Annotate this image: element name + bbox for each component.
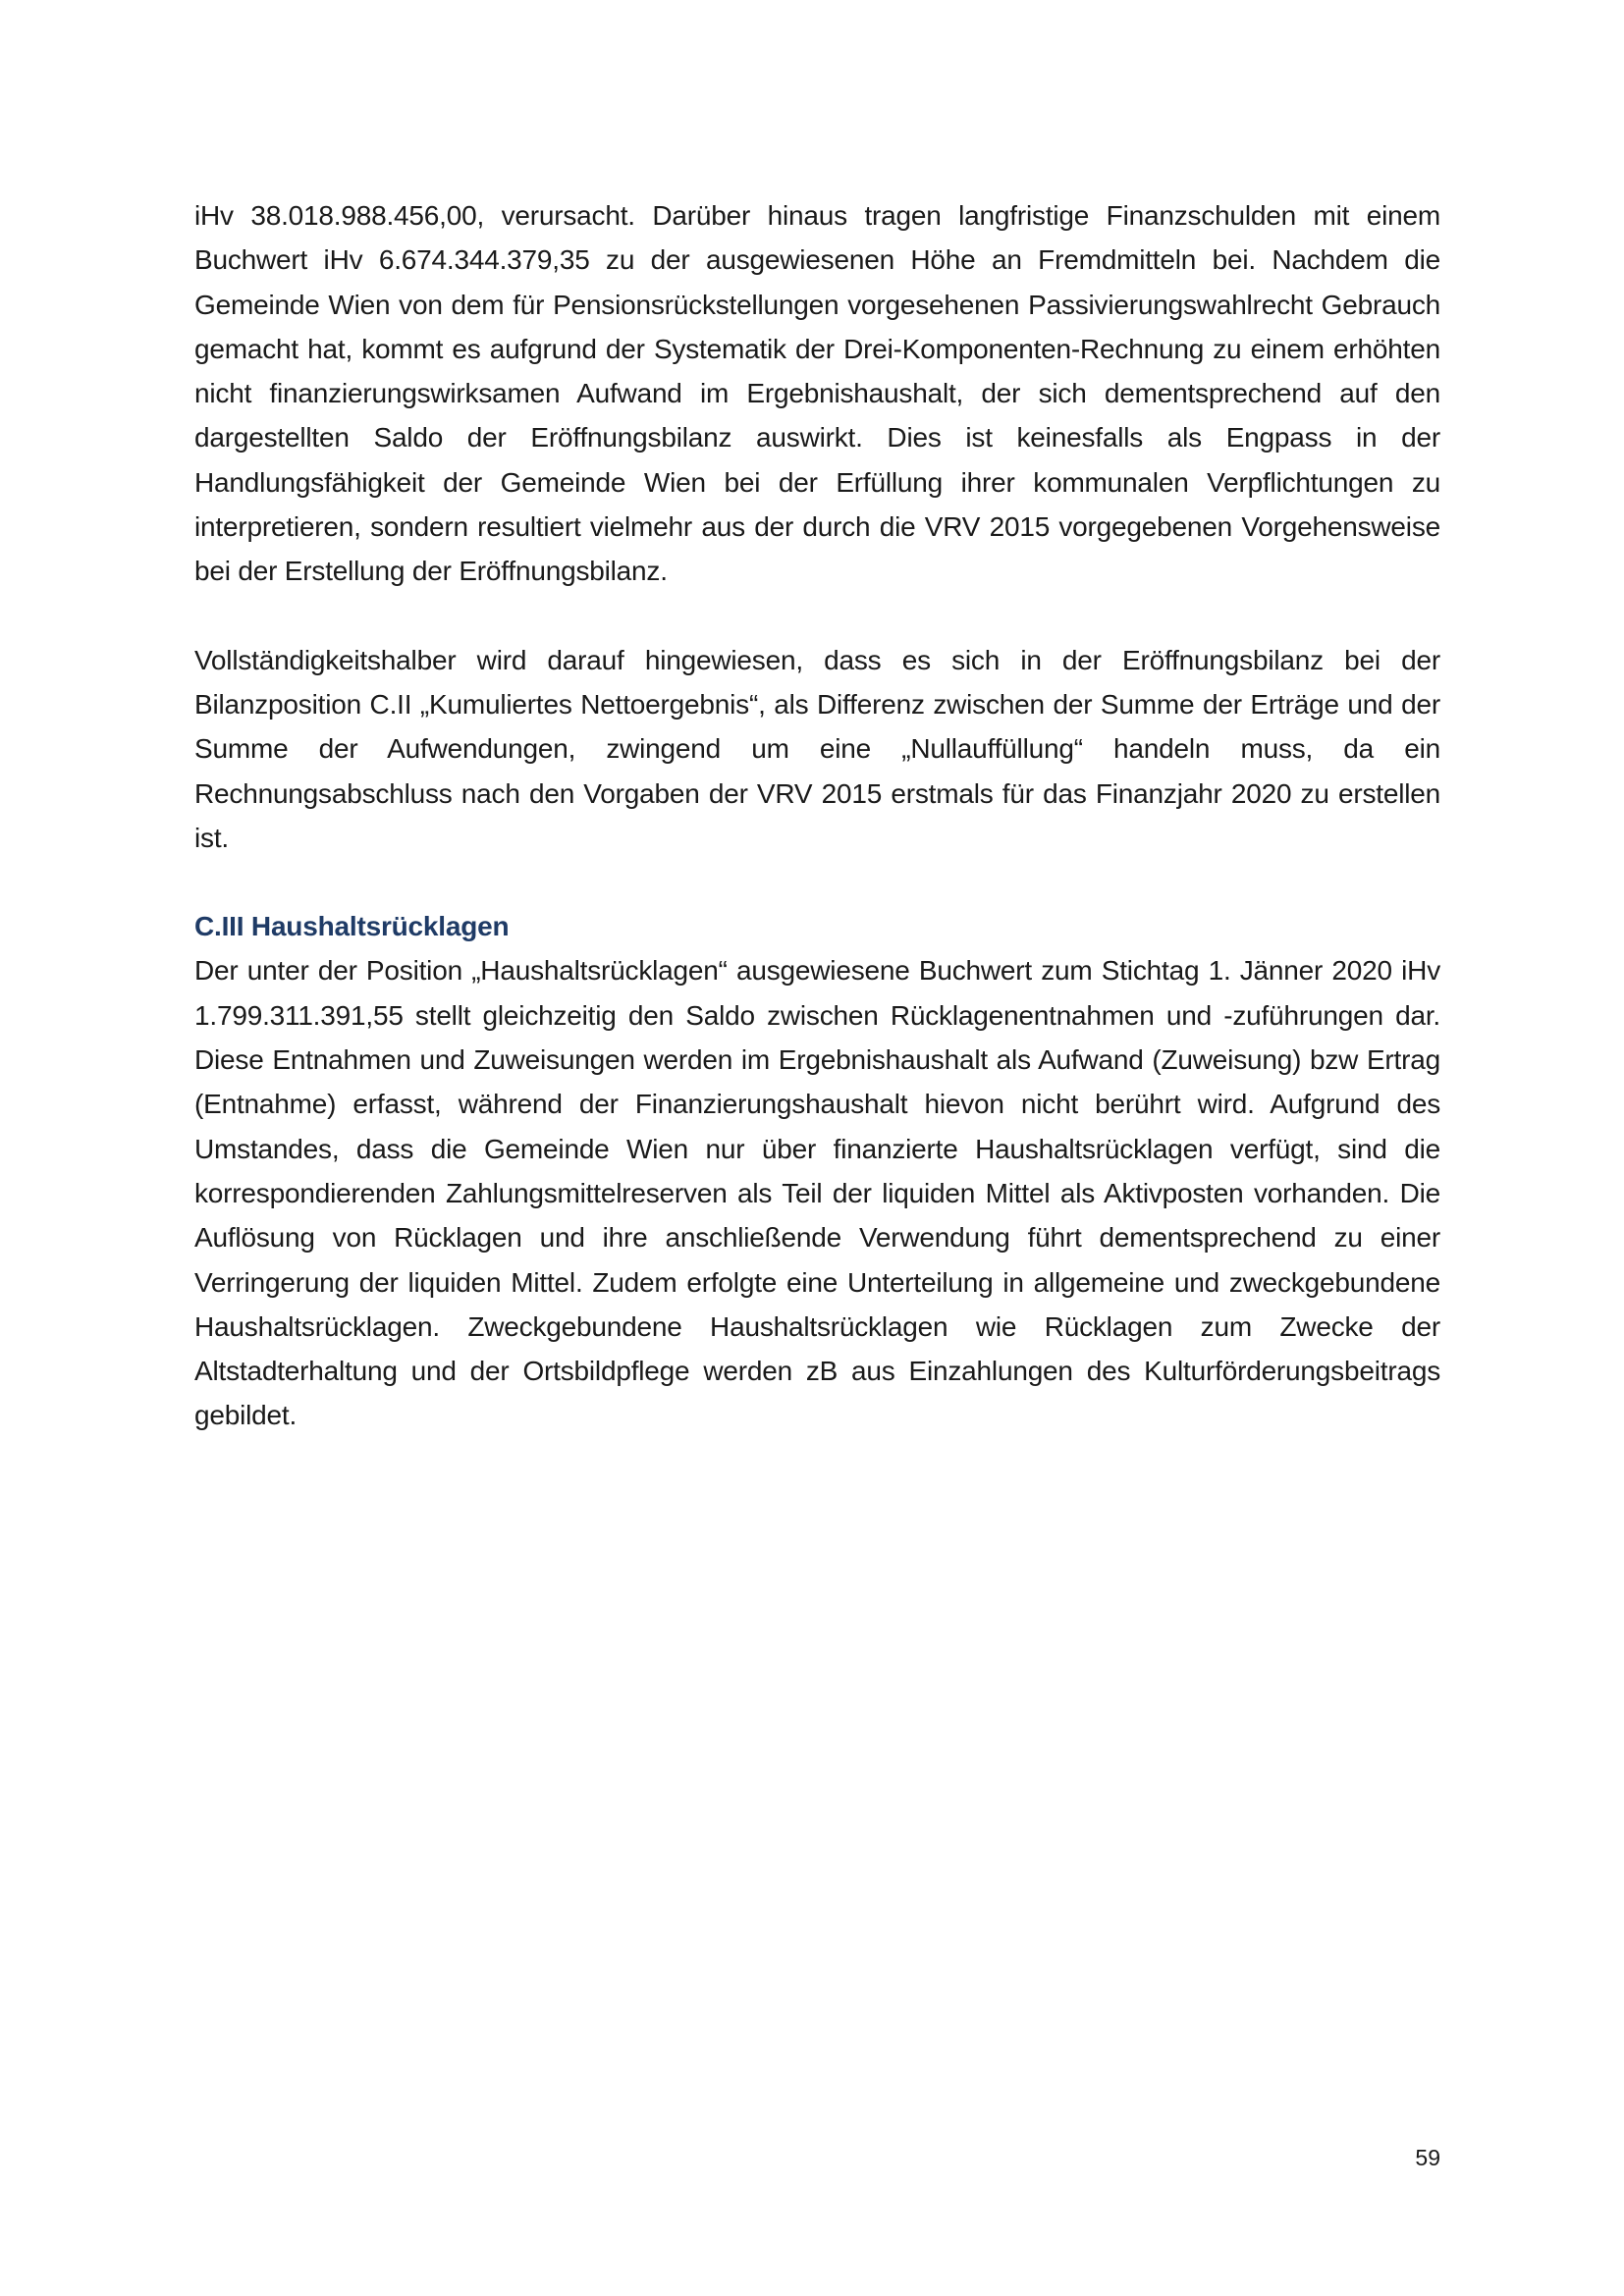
page-content bbox=[194, 193, 1440, 1438]
paragraph-kumuliertes-nettoergebnis: Vollständigkeitshalber wird darauf hingewiesen, dass es sich in der Eröffnungsbilanz bei der Bilanzposition C.II „Kumuliertes Nettoergebnis“, als Differenz zwischen der Summe der Erträge und der Summe der Aufwendungen, zwingend um eine „Nullauffüllung“ handeln muss, da ein Rechnungsabschluss nach den Vorgaben der VRV 2015 erstmals für das Finanzjahr 2020 zu erstellen ist. bbox=[194, 644, 1440, 853]
paragraph-haushaltsruecklagen: Der unter der Position „Haushaltsrücklagen“ ausgewiesene Buchwert zum Stichtag 1. Jänner 2020 iHv 1.799.311.391,55 stellt gleichzeitig den Saldo zwischen Rücklagenentnahmen und -zuführungen dar. Diese Entnahmen und Zuweisungen werden im Ergebnishaushalt als Aufwand (Zuweisung) bzw Ertrag (Entnahme) erfasst, während der Finanzierungshaushalt hievon nicht berührt wird. Aufgrund des Umstandes, dass die Gemeinde Wien nur über finanzierte Haushaltsrücklagen verfügt, sind die korrespondierenden Zahlungsmittelreserven als Teil der liquiden Mittel als Aktivposten vorhanden. Die Auflösung von Rücklagen und ihre anschließende Verwendung führt dementsprechend zu einer Verringerung der liquiden Mittel. Zudem erfolgte eine Unterteilung in allgemeine und zweckgebundene Haushaltsrücklagen. Zweckgebundene Haushaltsrücklagen wie Rücklagen zum Zwecke der Altstadterhaltung und der Ortsbildpflege werden zB aus Einzahlungen des Kulturförderungsbeitrags gebildet. bbox=[194, 955, 1440, 1431]
paragraph-spacer bbox=[194, 860, 1440, 904]
page-number: 59 bbox=[1415, 2145, 1440, 2170]
paragraph-eroeffnungsbilanz-saldo: iHv 38.018.988.456,00, verursacht. Darüber hinaus tragen langfristige Finanzschulden mit einem Buchwert iHv 6.674.344.379,35 zu der ausgewiesenen Höhe an Fremdmitteln bei. Nachdem die Gemeinde Wien von dem für Pensionsrückstellungen vorgesehenen Passivierungswahlrecht Gebrauch gemacht hat, kommt es aufgrund der Systematik der Drei-Komponenten-Rechnung zu einem erhöhten nicht finanzierungswirksamen Aufwand im Ergebnishaushalt, der sich dementsprechend auf den dargestellten Saldo der Eröffnungsbilanz auswirkt. Dies ist keinesfalls als Engpass in der Handlungsfähigkeit der Gemeinde Wien bei der Erfüllung ihrer kommunalen Verpflichtungen zu interpretieren, sondern resultiert vielmehr aus der durch die VRV 2015 vorgegebenen Vorgehensweise bei der Erstellung der Eröffnungsbilanz. bbox=[194, 200, 1440, 587]
section-heading-haushaltsruecklagen: C.III Haushaltsrücklagen bbox=[194, 911, 510, 942]
paragraph-spacer bbox=[194, 594, 1440, 638]
